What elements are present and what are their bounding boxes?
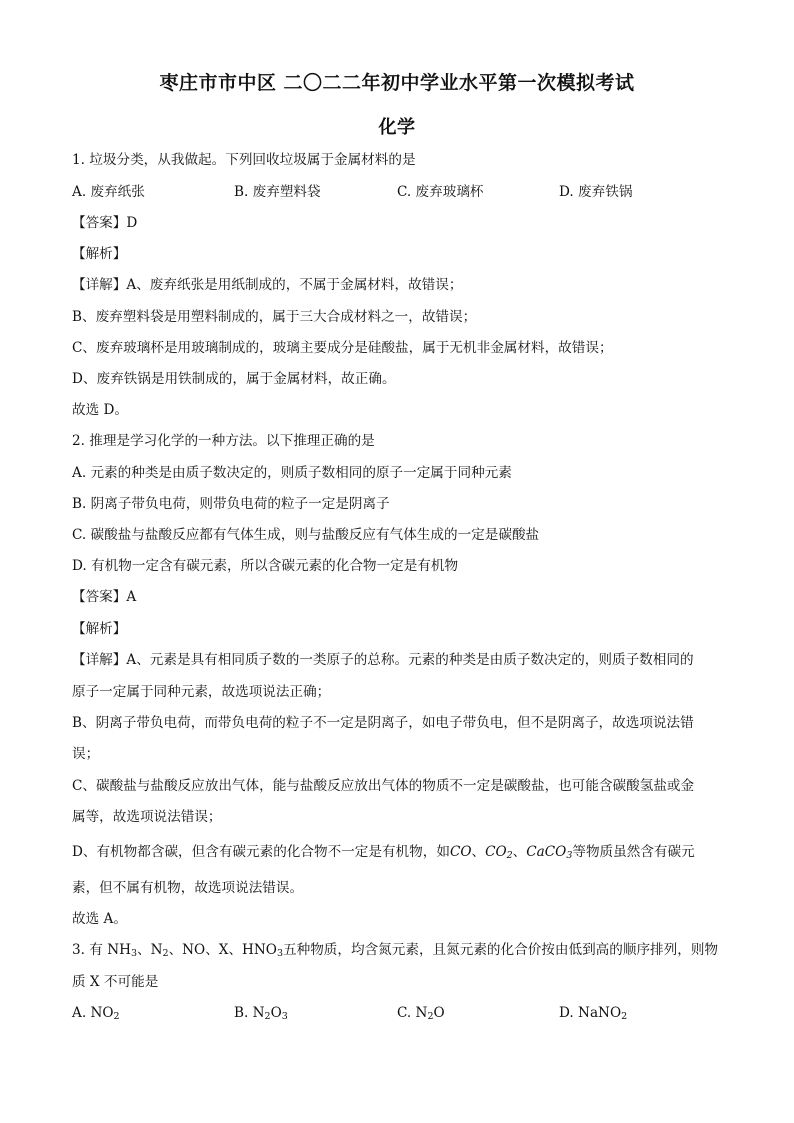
q3-stem-part: 3. 有 NH [72, 942, 131, 958]
q1-stem: 1. 垃圾分类，从我做起。下列回收垃圾属于金属材料的是 [72, 152, 416, 168]
q3-option-c [397, 1004, 445, 1022]
q3-option-d [559, 1004, 627, 1022]
formula-caco3-base: CaCO [526, 844, 567, 860]
subscript: 3 [276, 948, 284, 959]
subscript: 3 [130, 948, 138, 959]
q1-option-b: B. 废弃塑料袋 [234, 184, 321, 200]
q2-option-a: A. 元素的种类是由质子数决定的，则质子数相同的原子一定属于同种元素 [72, 465, 512, 481]
q2-detail-d-1 [72, 843, 724, 861]
q2-option-b: B. 阴离子带负电荷，则带负电荷的粒子一定是阴离子 [72, 496, 390, 512]
q2-detail-c-2: 属等，故选项说法错误； [72, 809, 222, 825]
formula-co: CO [449, 844, 472, 860]
q3-stem-line-1 [72, 941, 724, 959]
q3-option-b [234, 1004, 288, 1022]
q2-detail-b-2: 误； [72, 746, 100, 762]
option-text: C. N [397, 1005, 428, 1021]
q1-option-d: D. 废弃铁锅 [559, 184, 633, 200]
option-text: A. NO [72, 1005, 114, 1021]
subscript: 2 [162, 948, 169, 959]
formula-caco3 [526, 844, 572, 860]
q2-detail-d-text-after: 等物质虽然含有碳元 [572, 844, 695, 860]
q2-answer: 【答案】A [72, 589, 137, 605]
q1-option-c: C. 废弃玻璃杯 [397, 184, 484, 200]
q2-detail-a-2: 原子一定属于同种元素，故选项说法正确； [72, 684, 331, 700]
q1-option-a: A. 废弃纸张 [72, 184, 145, 200]
q2-detail-d-text: D、有机物都含碳，但含有碳元素的化合物不一定是有机物，如 [72, 844, 450, 860]
subject-title: 化学 [378, 117, 416, 138]
q2-option-d: D. 有机物一定含有碳元素，所以含碳元素的化合物一定是有机物 [72, 558, 459, 574]
q1-conclusion: 故选 D。 [72, 402, 129, 418]
q3-stem-part: 、NO、X、HNO [168, 942, 277, 958]
q1-analysis-label: 【解析】 [72, 246, 127, 262]
q2-detail-b-1: B、阴离子带负电荷，而带负电荷的粒子不一定是阴离子，如电子带负电，但不是阴离子，故选项说法错 [72, 715, 694, 731]
q2-detail-d-2: 素，但不属有机物，故选项说法错误。 [72, 880, 304, 896]
q1-detail-b: B、废弃塑料袋是用塑料制成的，属于三大合成材料之一，故错误； [72, 309, 477, 325]
option-text: D. NaNO [559, 1005, 622, 1021]
q3-stem-part: 五种物质，均含氮元素，且氮元素的化合价按由低到高的顺序排列，则物 [283, 942, 719, 958]
formula-separator: 、 [471, 844, 486, 860]
q2-stem: 2. 推理是学习化学的一种方法。以下推理正确的是 [72, 433, 375, 449]
q2-conclusion: 故选 A。 [72, 911, 127, 927]
formula-caco3-subscript: 3 [566, 850, 573, 861]
formula-co2-subscript: 2 [506, 850, 513, 861]
q1-detail-a: 【详解】A、废弃纸张是用纸制成的，不属于金属材料，故错误； [72, 277, 463, 293]
q2-analysis-label: 【解析】 [72, 621, 127, 637]
q2-option-c: C. 碳酸盐与盐酸反应都有气体生成，则与盐酸反应有气体生成的一定是碳酸盐 [72, 527, 540, 543]
subscript: 2 [113, 1011, 120, 1022]
q1-detail-d: D、废弃铁锅是用铁制成的，属于金属材料，故正确。 [72, 371, 396, 387]
exam-title: 枣庄市市中区 二〇二二年初中学业水平第一次模拟考试 [159, 72, 635, 94]
option-text: O [270, 1005, 282, 1021]
q3-option-a [72, 1004, 120, 1022]
q2-detail-a-1: 【详解】A、元素是具有相同质子数的一类原子的总称。元素的种类是由质子数决定的，则质子数相同的 [72, 652, 694, 668]
q2-detail-c-1: C、碳酸盐与盐酸反应放出气体，能与盐酸反应放出气体的物质不一定是碳酸盐，也可能含碳酸氢盐或金 [72, 778, 695, 794]
q1-detail-c: C、废弃玻璃杯是用玻璃制成的，玻璃主要成分是硅酸盐，属于无机非金属材料，故错误； [72, 340, 613, 356]
q3-stem-line-2: 质 X 不可能是 [72, 974, 159, 990]
formula-co2 [485, 844, 513, 860]
subscript: 2 [427, 1011, 434, 1022]
subscript: 2 [621, 1011, 628, 1022]
subscript: 3 [281, 1011, 288, 1022]
q1-answer: 【答案】D [72, 215, 138, 231]
subscript: 2 [264, 1011, 271, 1022]
q3-stem-part: 、N [137, 942, 163, 958]
formula-co2-base: CO [485, 844, 507, 860]
formula-separator: 、 [512, 844, 527, 860]
option-text: O [433, 1005, 445, 1021]
option-text: B. N [234, 1005, 265, 1021]
